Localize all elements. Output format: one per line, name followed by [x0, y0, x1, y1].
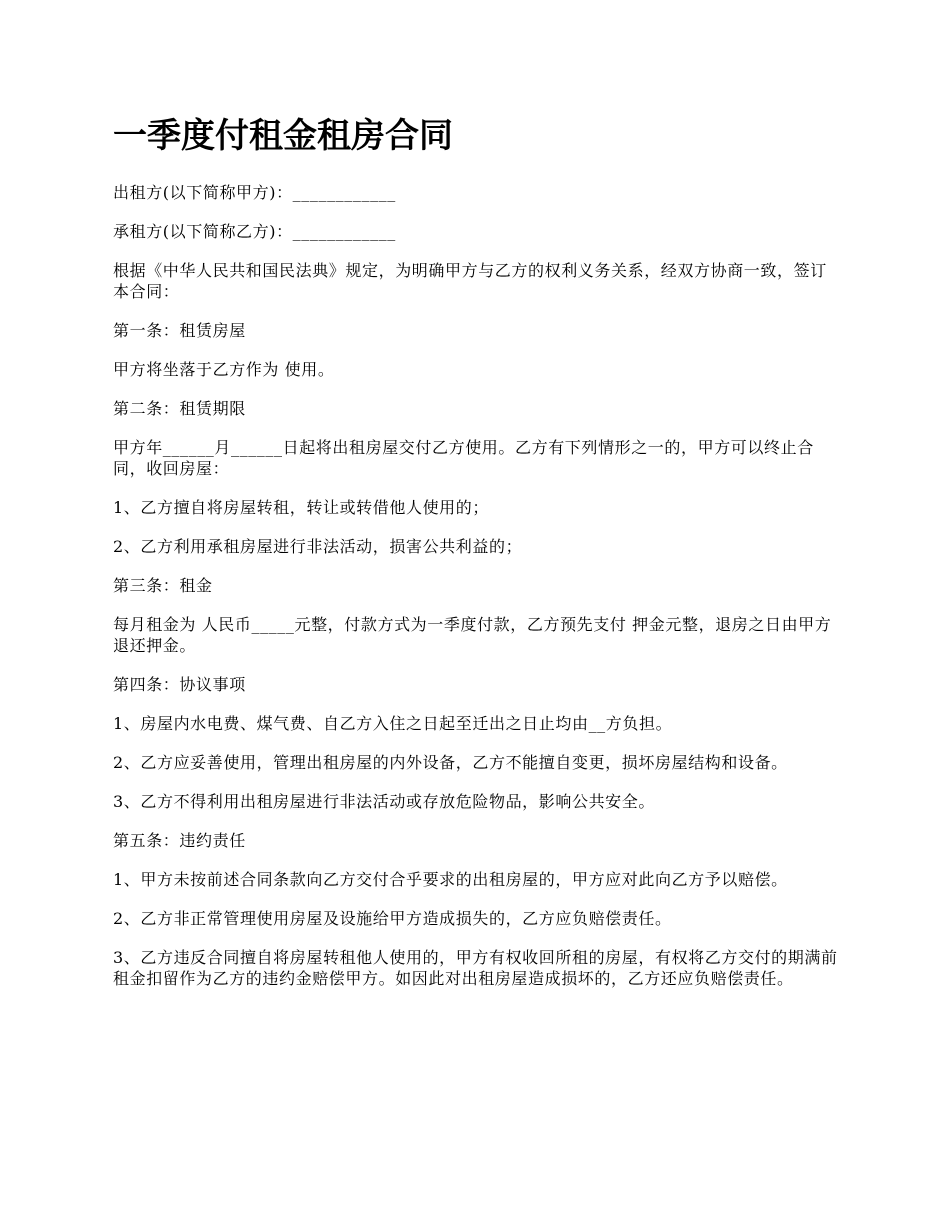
- article-1-heading: 第一条：租赁房屋: [113, 321, 246, 340]
- article-3-heading: 第三条：租金: [113, 576, 213, 595]
- article-4-item-3: 3、乙方不得利用出租房屋进行非法活动或存放危险物品，影响公共安全。: [113, 792, 655, 811]
- preamble-paragraph: 根据《中华人民共和国民法典》规定，为明确甲方与乙方的权利义务关系，经双方协商一致，签订本合同：: [113, 261, 827, 301]
- document-body: [113, 112, 840, 1007]
- article-5-item-1: 1、甲方未按前述合同条款向乙方交付合乎要求的出租房屋的，甲方应对此向乙方予以赔偿。: [113, 870, 788, 889]
- lessee-line: 承租方(以下简称乙方)：____________: [113, 222, 396, 241]
- article-4-item-1: 1、房屋内水电费、煤气费、自乙方入住之日起至迁出之日止均由__方负担。: [113, 714, 673, 733]
- article-4-item-2: 2、乙方应妥善使用，管理出租房屋的内外设备，乙方不能擅自变更，损坏房屋结构和设备。: [113, 753, 788, 772]
- article-5-item-2: 2、乙方非正常管理使用房屋及设施给甲方造成损失的，乙方应负赔偿责任。: [113, 909, 672, 928]
- article-4-heading: 第四条：协议事项: [113, 675, 246, 694]
- article-2-item-1: 1、乙方擅自将房屋转租，转让或转借他人使用的；: [113, 498, 489, 517]
- article-2-heading: 第二条：租赁期限: [113, 399, 246, 418]
- article-5-item-3: 3、乙方违反合同擅自将房屋转租他人使用的，甲方有权收回所租的房屋，有权将乙方交付的期满前租金扣留作为乙方的违约金赔偿甲方。如因此对出租房屋造成损坏的，乙方还应负赔偿责任。: [113, 948, 838, 988]
- lessor-line: 出租方(以下简称甲方)：____________: [113, 183, 396, 202]
- article-3-text: 每月租金为 人民币_____元整，付款方式为一季度付款，乙方预先支付 押金元整，退房之日由甲方退还押金。: [113, 615, 832, 655]
- article-1-text: 甲方将坐落于乙方作为 使用。: [113, 360, 335, 379]
- article-2-item-2: 2、乙方利用承租房屋进行非法活动，损害公共利益的；: [113, 537, 523, 556]
- document-title: 一季度付租金租房合同: [113, 116, 453, 156]
- article-5-heading: 第五条：违约责任: [113, 831, 246, 850]
- article-2-text: 甲方年______月______日起将出租房屋交付乙方使用。乙方有下列情形之一的，甲方可以终止合同，收回房屋：: [113, 438, 814, 478]
